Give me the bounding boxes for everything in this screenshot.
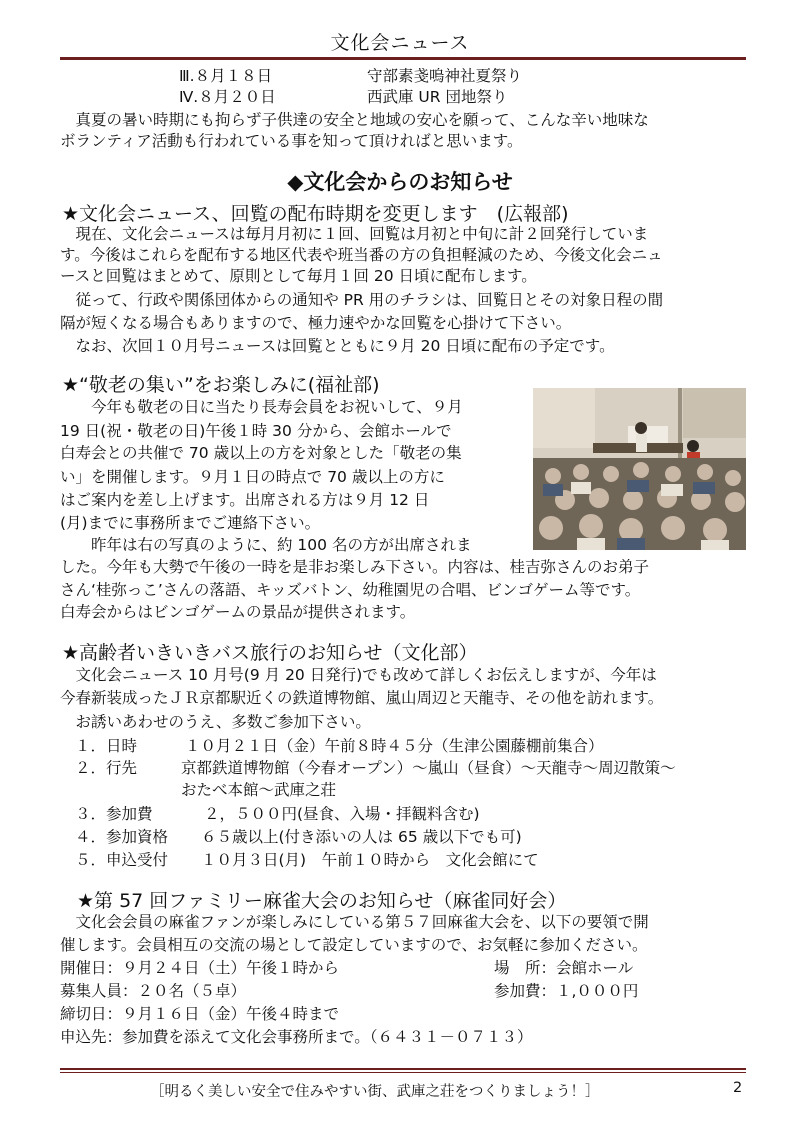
section-title-kairan: ★文化会ニュース、回覧の配布時期を変更します (広報部) <box>62 203 569 225</box>
section-2-line: はご案内を差し上げます。出席される方は９月 12 日 <box>60 491 430 509</box>
section-2-line: した。今年も大勢で午後の一時を是非お楽しみ下さい。内容は、桂吉弥さんのお弟子 <box>60 558 650 576</box>
mahjong-members: 募集人員：２０名（５卓） <box>60 982 247 1000</box>
section-2-line: い」を開催します。９月１日の時点で 70 歳以上の方に <box>60 468 445 486</box>
section-3-line: 文化会ニュース 10 月号(9 月 20 日発行)でも改めて詳しくお伝えしますが、今年は <box>60 666 657 684</box>
section-2-line: (月)までに事務所までご連絡下さい。 <box>60 514 321 532</box>
mahjong-fee: 参加費：１,０００円 <box>494 982 639 1000</box>
trip-item-value: １０月３日(月) 午前１０時から 文化会館にて <box>201 851 539 869</box>
mahjong-apply: 申込先：参加費を添えて文化会事務所まで。（６４３１－０７１３） <box>60 1028 533 1046</box>
section-2-line: 19 日(祝・敬老の日)午後１時 30 分から、会館ホールで <box>60 422 452 440</box>
section-2-line: さん‘桂弥っこ’さんの落語、キッズバトン、幼稚園児の合唱、ビンゴゲーム等です。 <box>60 581 641 599</box>
trip-item-label: ５．申込受付 <box>75 851 169 869</box>
trip-item-value: １０月２１日（金）午前８時４５分（生津公園藤棚前集合） <box>185 737 604 755</box>
section-title-bus-trip: ★高齢者いきいきバス旅行のお知らせ（文化部） <box>62 642 478 664</box>
footer-rule-thin <box>60 1072 746 1073</box>
section-title-keiro: ★“敬老の集い”をお楽しみに(福祉部) <box>62 374 380 396</box>
footer-slogan: ［明るく美しい安全で住みやすい街、武庫之荘をつくりましょう！］ <box>150 1084 600 1100</box>
section-4-line: 文化会会員の麻雀ファンが楽しみにしている第５７回麻雀大会を、以下の要領で開 <box>60 913 649 931</box>
mahjong-date: 開催日：９月２４日（土）午後１時から <box>60 959 340 977</box>
header-rule <box>60 57 746 60</box>
mahjong-place: 場 所：会館ホール <box>494 959 634 977</box>
section-3-line: 今春新装成ったＪＲ京都駅近くの鉄道博物館、嵐山周辺と天龍寺、その他を訪れます。 <box>60 689 664 707</box>
trip-item-value: ２，５００円(昼食、入場・拝観料含む) <box>204 805 480 823</box>
section-1-line: す。今後はこれらを配布する地区代表や班当番の方の負担軽減のため、今後文化会ニュ <box>60 246 663 264</box>
section-3-line: お誘いあわせのうえ、多数ご参加下さい。 <box>60 713 371 731</box>
section-2-line: 今年も敬老の日に当たり長寿会員をお祝いして、９月 <box>60 398 463 416</box>
event-3-date: Ⅲ.８月１８日 <box>179 67 273 85</box>
notice-heading: ◆文化会からのお知らせ <box>287 170 513 194</box>
audience-photo-illustration <box>533 388 746 550</box>
section-1-line: 従って、行政や関係団体からの通知や PR 用のチラシは、回覧日とその対象日程の間 <box>60 291 664 309</box>
trip-item-label: １．日時 <box>75 737 138 755</box>
section-2-line: 昨年は右の写真のように、約 100 名の方が出席されま <box>60 536 472 554</box>
section-2-line: 白寿会との共催で 70 歳以上の方を対象とした「敬老の集 <box>60 444 462 462</box>
trip-item-label: ２．行先 <box>75 759 138 777</box>
trip-item-value: 京都鉄道博物館（今春オープン）～嵐山（昼食）～天龍寺～周辺散策～ <box>181 759 676 777</box>
event-4-name: 西武庫 UR 団地祭り <box>367 88 508 106</box>
section-1-line: 隔が短くなる場合もありますので、極力速やかな回覧を心掛けて下さい。 <box>60 314 572 332</box>
section-1-line: 現在、文化会ニュースは毎月月初に１回、回覧は月初と中旬に計２回発行していま <box>60 225 649 243</box>
event-3-name: 守部素戔嗚神社夏祭り <box>367 67 523 85</box>
trip-item-value: おたべ本館～武庫之荘 <box>181 781 337 799</box>
page-number: 2 <box>733 1080 743 1096</box>
mahjong-deadline: 締切日：９月１６日（金）午後４時まで <box>60 1005 340 1023</box>
trip-item-label: ４．参加資格 <box>75 828 169 846</box>
intro-paragraph-line: 真夏の暑い時期にも拘らず子供達の安全と地域の安心を願って、こんな辛い地味な <box>60 111 649 129</box>
section-1-line: ースと回覧はまとめて、原則として毎月１回 20 日頃に配布します。 <box>60 267 537 285</box>
section-1-line: なお、次回１０月号ニュースは回覧とともに９月 20 日頃に配布の予定です。 <box>60 337 615 355</box>
intro-paragraph-line: ボランティア活動も行われている事を知って頂ければと思います。 <box>60 132 523 150</box>
trip-item-value: ６５歳以上(付き添いの人は 65 歳以下でも可) <box>201 828 522 846</box>
event-photo <box>533 388 746 550</box>
section-title-mahjong: ★第 57 回ファミリー麻雀大会のお知らせ（麻雀同好会） <box>77 890 567 912</box>
section-4-line: 催します。会員相互の交流の場として設定していますので、お気軽に参加ください。 <box>60 936 648 954</box>
footer-rule <box>60 1068 746 1070</box>
trip-item-label: ３．参加費 <box>75 805 153 823</box>
event-4-date: Ⅳ.８月２０日 <box>179 88 276 106</box>
section-2-line: 白寿会からはビンゴゲームの景品が提供されます。 <box>60 603 416 621</box>
page-title: 文化会ニュース <box>330 32 470 54</box>
